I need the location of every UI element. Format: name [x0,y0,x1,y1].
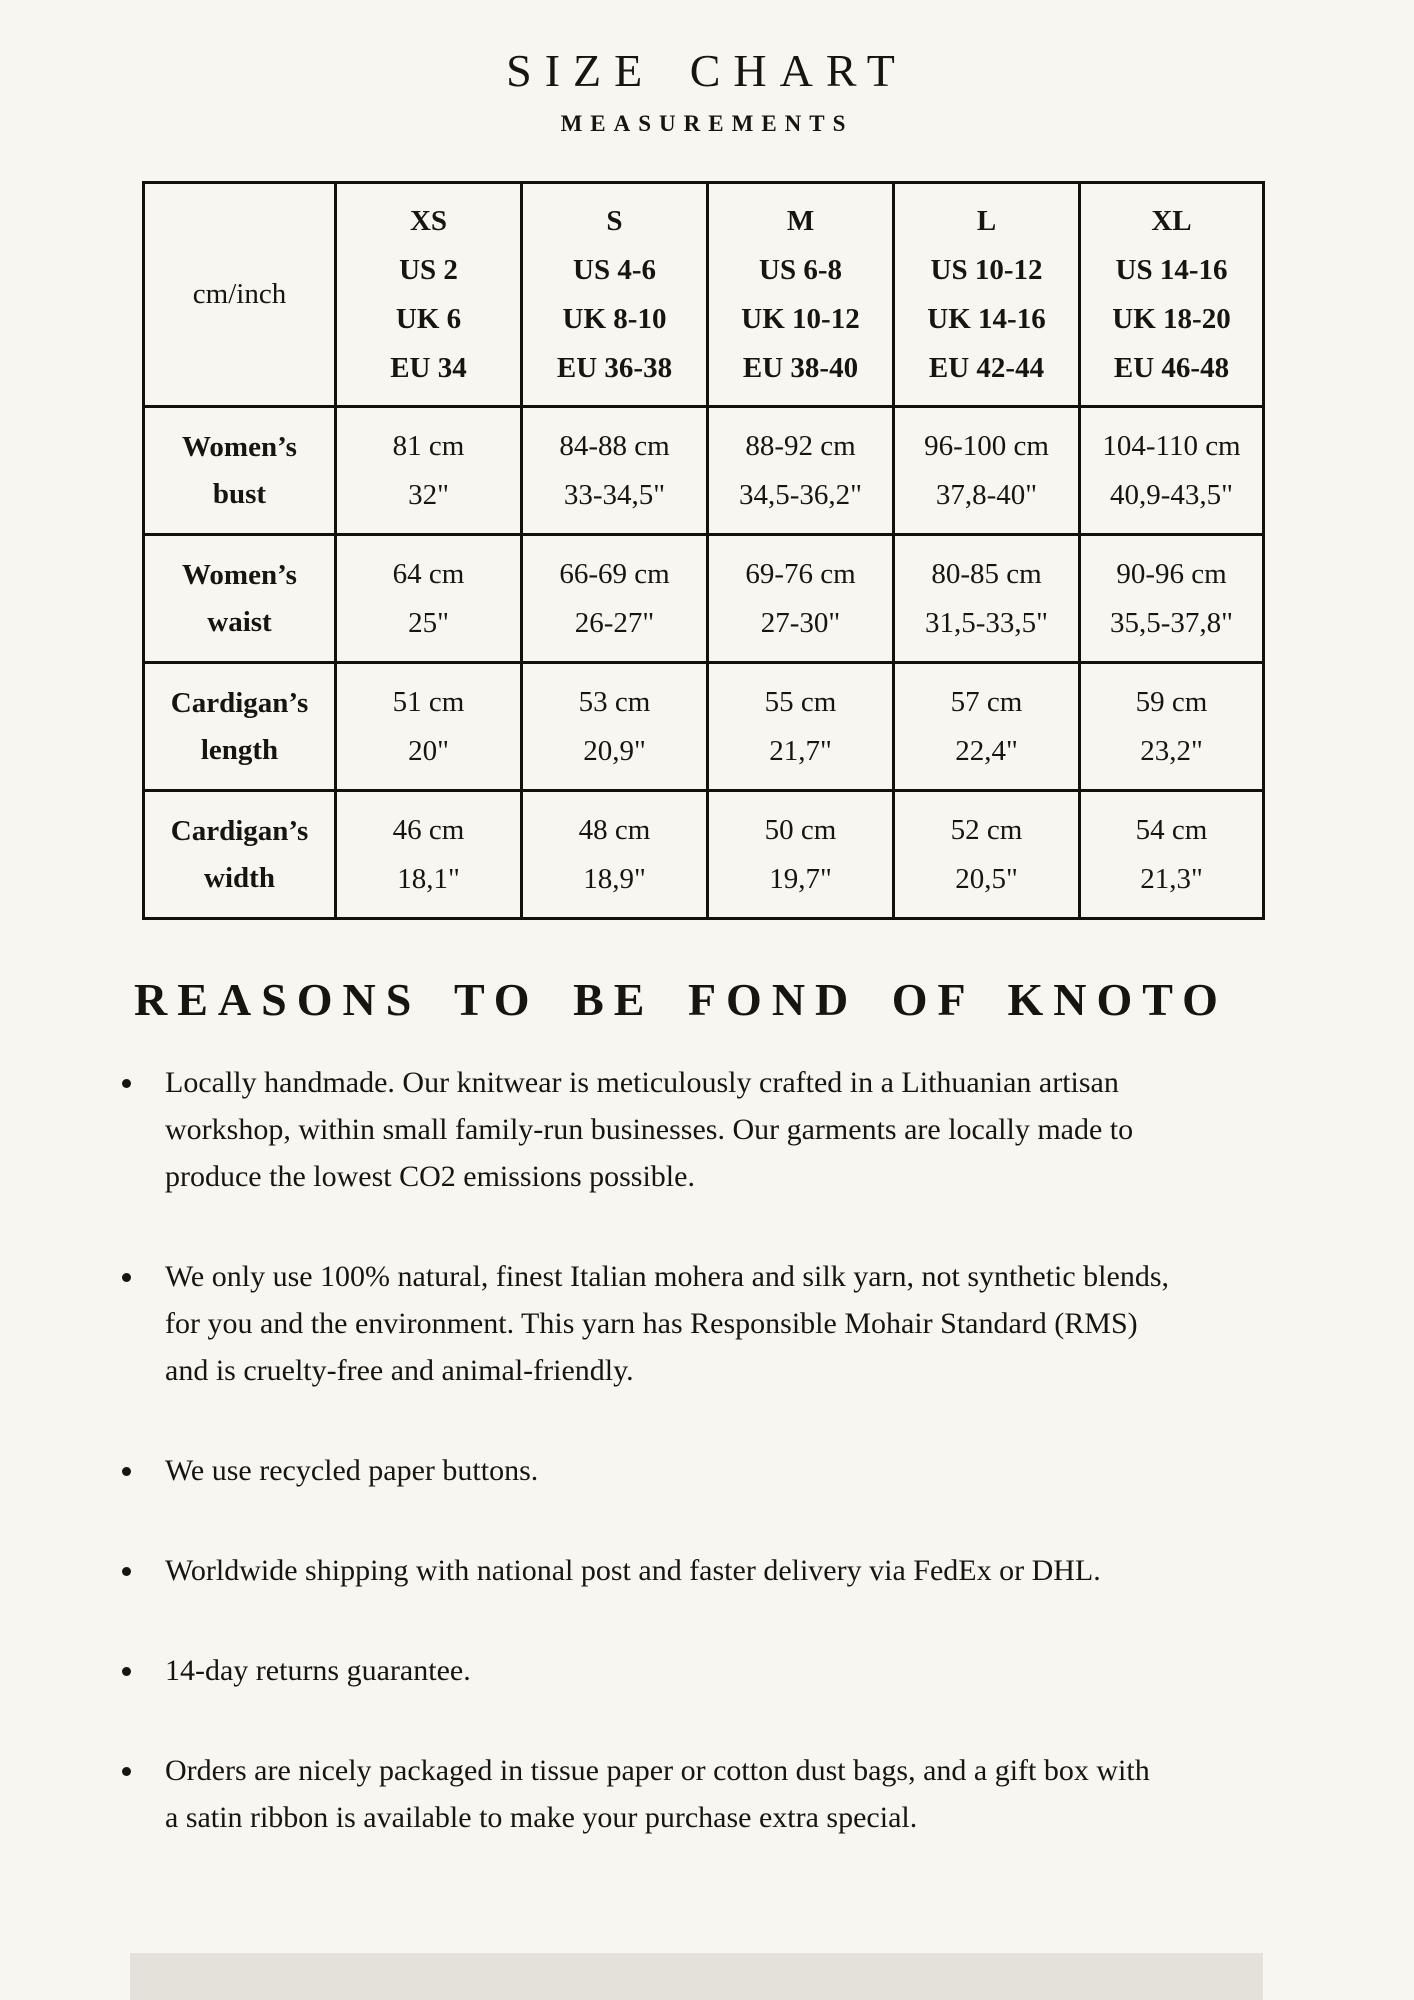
cm-value: 80-85 cm [931,557,1042,590]
reason-text: Orders are nicely packaged in tissue paper or cotton dust bags, and a gift box with a satin ribbon is available to make your purchase extra special. [165,1754,1150,1834]
table-row [144,407,1264,535]
inch-value: 19,7" [769,862,832,895]
eu-size: EU 38-40 [742,351,859,384]
uk-size: UK 10-12 [741,302,860,335]
measurement-cell [522,407,708,535]
size-header-s [522,183,708,407]
list-item [122,1747,1414,1841]
list-item [122,1447,1414,1494]
us-size: US 2 [399,253,458,286]
size-chart-table [142,181,1265,920]
inch-value: 21,7" [769,734,832,767]
list-item [122,1253,1414,1394]
size-label: L [976,204,997,237]
uk-size: UK 6 [395,302,462,335]
table-header-row [144,183,1264,407]
table-corner-cell [144,183,336,407]
reason-text: 14-day returns guarantee. [165,1654,471,1687]
measurement-cell [522,663,708,791]
measurement-cell [894,791,1080,919]
row-label: Women’s bust [144,407,336,535]
inch-value: 34,5-36,2" [739,478,862,511]
inch-value: 20" [408,734,449,767]
inch-value: 33-34,5" [563,478,666,511]
row-label: Cardigan’s length [144,663,336,791]
inch-value: 20,5" [955,862,1018,895]
measurement-cell [708,535,894,663]
cm-value: 104-110 cm [1102,429,1241,462]
list-item [122,1547,1414,1594]
cm-value: 53 cm [578,685,651,718]
inch-value: 18,9" [583,862,646,895]
cm-value: 96-100 cm [924,429,1049,462]
eu-size: EU 36-38 [556,351,673,384]
page-title: SIZE CHART [506,45,908,96]
us-size: US 14-16 [1115,253,1228,286]
table-row [144,791,1264,919]
eu-size: EU 42-44 [928,351,1045,384]
measurement-cell [336,535,522,663]
reason-text: We use recycled paper buttons. [165,1454,539,1487]
inch-value: 25" [408,606,449,639]
inch-value: 18,1" [397,862,460,895]
size-label: XS [409,204,448,237]
measurement-cell [894,663,1080,791]
inch-value: 23,2" [1140,734,1203,767]
size-label: M [786,204,815,237]
inch-value: 37,8-40" [935,478,1038,511]
row-label: Cardigan’s width [144,791,336,919]
us-size: US 4-6 [573,253,656,286]
measurement-cell [894,407,1080,535]
cm-value: 59 cm [1135,685,1208,718]
measurement-cell [1080,663,1264,791]
cm-value: 84-88 cm [559,429,670,462]
measurement-cell [336,791,522,919]
measurement-cell [336,407,522,535]
inch-value: 27-30" [760,606,841,639]
bullet-icon [122,1667,131,1676]
inch-value: 20,9" [583,734,646,767]
uk-size: UK 18-20 [1112,302,1231,335]
inch-value: 26-27" [574,606,655,639]
measurement-cell [1080,791,1264,919]
bullet-icon [122,1079,131,1088]
cm-value: 51 cm [392,685,465,718]
reason-text: Worldwide shipping with national post and faster delivery via FedEx or DHL. [165,1554,1101,1587]
bullet-icon [122,1567,131,1576]
size-header-m [708,183,894,407]
size-header-xl [1080,183,1264,407]
reason-text: We only use 100% natural, finest Italian mohera and silk yarn, not synthetic blends, for you and the environment. This yarn has Responsible Mohair Standard (RMS) and is cruelty-free and animal-friendly. [165,1260,1170,1387]
reasons-heading: REASONS TO BE FOND OF KNOTO [134,974,1228,1025]
cm-value: 46 cm [392,813,465,846]
eu-size: EU 46-48 [1113,351,1230,384]
measurement-cell [522,791,708,919]
inch-value: 21,3" [1140,862,1203,895]
cm-value: 88-92 cm [745,429,856,462]
size-label: S [606,204,623,237]
inch-value: 35,5-37,8" [1110,606,1233,639]
cm-value: 48 cm [578,813,651,846]
unit-label: cm/inch [192,278,287,310]
table-row [144,663,1264,791]
cm-value: 66-69 cm [559,557,670,590]
us-size: US 10-12 [930,253,1043,286]
measurement-cell [708,407,894,535]
uk-size: UK 8-10 [562,302,667,335]
cm-value: 81 cm [392,429,465,462]
cm-value: 50 cm [764,813,837,846]
footer-image-band [130,1953,1263,2000]
bullet-icon [122,1767,131,1776]
cm-value: 69-76 cm [745,557,856,590]
row-label: Women’s waist [144,535,336,663]
measurement-cell [894,535,1080,663]
cm-value: 52 cm [950,813,1023,846]
inch-value: 32" [408,478,449,511]
reasons-list [122,1059,1414,1841]
us-size: US 6-8 [759,253,842,286]
cm-value: 57 cm [950,685,1023,718]
size-label: XL [1151,204,1192,237]
cm-value: 90-96 cm [1116,557,1227,590]
cm-value: 64 cm [392,557,465,590]
uk-size: UK 14-16 [927,302,1046,335]
size-header-xs [336,183,522,407]
measurement-cell [1080,407,1264,535]
table-row [144,535,1264,663]
list-item [122,1647,1414,1694]
measurement-cell [336,663,522,791]
measurement-cell [1080,535,1264,663]
bullet-icon [122,1467,131,1476]
size-header-l [894,183,1080,407]
inch-value: 31,5-33,5" [925,606,1048,639]
eu-size: EU 34 [390,351,467,384]
measurement-cell [708,663,894,791]
bullet-icon [122,1273,131,1282]
inch-value: 22,4" [955,734,1018,767]
measurement-cell [708,791,894,919]
reason-text: Locally handmade. Our knitwear is meticulously crafted in a Lithuanian artisan workshop, within small family-run businesses. Our garments are locally made to produce the lowest CO2 emissions possible. [165,1066,1134,1193]
cm-value: 55 cm [764,685,837,718]
measurement-cell [522,535,708,663]
cm-value: 54 cm [1135,813,1208,846]
inch-value: 40,9-43,5" [1110,478,1233,511]
page-subtitle: MEASUREMENTS [560,111,854,136]
list-item [122,1059,1414,1200]
